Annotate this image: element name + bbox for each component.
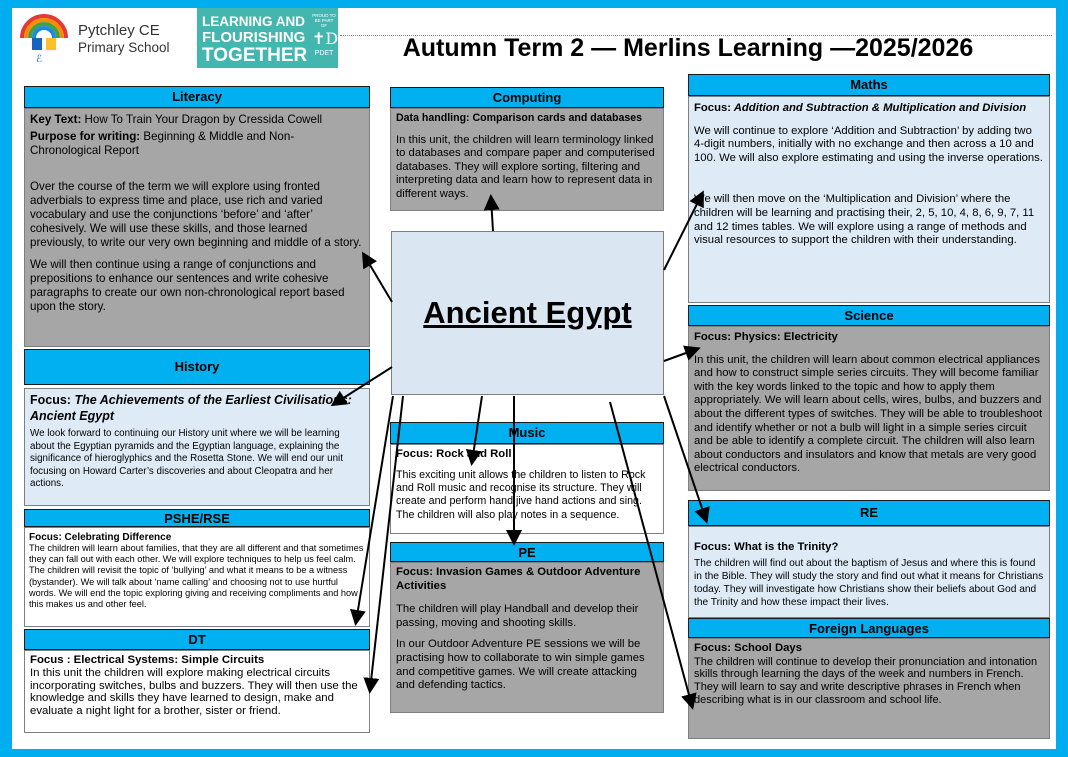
literacy-key-label: Key Text: (30, 113, 82, 126)
computing-body: In this unit, the children will learn terminology linked to databases and compare paper and computerised databases. They will explore sorting, filtering and interpreting data and learn how to represent data in different ways. (396, 133, 655, 200)
arrow-to-literacy (364, 255, 392, 302)
languages-body: The children will continue to develop their pronunciation and intonation skills through learning the days of the week and numbers in French. They will learn to say and write descriptive phrases in French when describing what is in our classroom and school life. (694, 655, 1038, 706)
dt-body: In this unit the children will explore making electrical circuits incorporating switches, bulbs and buzzers. They will then use the knowledge and skills they have learned to design, make and evaluate a night light for a brother, sister or friend. (30, 666, 358, 718)
science-focus: Focus: Physics: Electricity (694, 331, 838, 343)
music-focus: Focus: Rock and Roll (396, 448, 512, 460)
history-body: We look forward to continuing our History unit where we will be learning about the Egyptian pyramids and the Egyptian language, explaining the significance of hieroglyphics and the Rosetta Stone. We will end our unit focusing on Howard Carter’s discoveries and about Cleopatra and her actions. (30, 428, 343, 490)
pe-paragraph-2: In our Outdoor Adventure PE sessions we will be practising how to collaborate to win simple games and competitive games. We will create attacking and defending tactics. (396, 638, 645, 692)
pe-focus: Focus: Invasion Games & Outdoor Adventure Activities (396, 566, 641, 592)
maths-paragraph-2: We will then move on the ‘Multiplication and Division’ where the children will be learning and practising their, 2, 5, 10, 4, 8, 6, 9, 7, 11 and 12 times tables. We will explore using a range of methods and visual resources to support the children with their understanding. (694, 193, 1035, 247)
banner-line2: FLOURISHING (202, 29, 306, 46)
maths-focus-label: Focus: (694, 102, 732, 114)
science-body: In this unit, the children will learn about common electrical appliances and how to construct simple series circuits. They will become familiar with the key words linked to the topic and how to apply them appropriately. We will learn about cells, wires, bulbs, and buzzers and about the different types of switches. They will be able to troubleshoot and identify whether or not a bulb will light in a simple series circuit and be able to identify a complete circuit. The children will also learn about conductors and insulators and know that metals are very good electrical conductors. (694, 353, 1043, 475)
languages-focus: Focus: School Days (694, 642, 802, 654)
history-focus-text: The Achievements of the Earliest Civilisations: Ancient Egypt (30, 393, 352, 423)
banner-line3: TOGETHER (202, 45, 308, 66)
arrow-to-languages (610, 402, 692, 706)
trust-small-2: BE PART OF (314, 18, 334, 28)
arrow-to-music (472, 396, 482, 462)
history-header: History (24, 349, 370, 385)
literacy-key-text: How To Train Your Dragon by Cressida Cowell (81, 113, 323, 126)
science-header: Science (688, 305, 1050, 326)
computing-header: Computing (390, 87, 664, 108)
re-header: RE (688, 500, 1050, 526)
literacy-header: Literacy (24, 86, 370, 108)
literacy-purpose-text: Beginning & Middle and Non-Chronological Report (30, 130, 295, 157)
literacy-paragraph-1: Over the course of the term we will explore using fronted adverbials to express time and place, use rich and varied vocabulary and use the conjunctions ‘before’ and ‘after’ cohesively. We will use these skills, and those learned previously, to write our very own beginning and middle of a story. (30, 180, 362, 249)
re-body: The children will find out about the baptism of Jesus and where this is found in the Bible. They will study the story and find out what it means for Christians today. They will investigate how Christians show their beliefs about God and the Trinity and how these impact their lives. (694, 557, 1044, 609)
trust-small-1: PROUD TO (312, 13, 336, 18)
pshe-body: The children will learn about families, that they are all different and that sometimes they can fall out with each other. We will explore techniques to help us feel calm. The children will revisit the topic of ‘bullying’ and what it means to be a witness (bystander). We will talk about ‘name calling’ and choosing not to use hurtful words. We will end the topic exploring giving and receiving compliments and how this makes us and other feel. (29, 543, 364, 610)
maths-paragraph-1: We will continue to explore ‘Addition and Subtraction’ by adding two 4-digit numbers, initially with no exchange and then across a 10 and 100. We will also explore estimating and using the inverse operations. (694, 124, 1043, 164)
arrow-to-science (664, 349, 697, 361)
trust-name: PDET (314, 50, 334, 57)
history-focus-label: Focus: (30, 393, 71, 407)
svg-text:ℰ: ℰ (36, 54, 43, 65)
pshe-focus: Focus: Celebrating Difference (29, 532, 172, 543)
dt-focus: Focus : Electrical Systems: Simple Circuits (30, 654, 265, 666)
literacy-paragraph-2: We will then continue using a range of conjunctions and prepositions to enhance our sentences and write cohesive paragraphs to create our own non-chronological report based upon the story. (30, 258, 345, 313)
dt-header: DT (24, 629, 370, 650)
school-name-line2: Primary School (78, 40, 170, 55)
pshe-header: PSHE/RSE (24, 509, 370, 527)
page-title: Autumn Term 2 — Merlins Learning —2025/2026 (402, 34, 974, 62)
arrow-to-pshe (356, 396, 393, 622)
music-header: Music (390, 422, 664, 444)
school-name-line1: Pytchley CE (78, 22, 160, 39)
arrow-to-maths (664, 194, 702, 270)
literacy-purpose-label: Purpose for writing: (30, 130, 141, 143)
re-focus: Focus: What is the Trinity? (694, 541, 839, 553)
computing-focus: Data handling: Comparison cards and databases (396, 112, 643, 124)
cross-d-icon: ✝D (312, 29, 339, 48)
music-body: This exciting unit allows the children to listen to Rock and Roll music and recognise its structure. They will create and perform hand jive hand actions and sing. The children will also play notes in a sequence. (396, 468, 646, 521)
banner-line1: LEARNING AND (202, 14, 305, 29)
pe-paragraph-1: The children will play Handball and develop their passing, moving and shooting skills. (396, 603, 639, 629)
maths-header: Maths (688, 74, 1050, 96)
pe-header: PE (390, 542, 664, 562)
maths-focus-text: Addition and Subtraction & Multiplication and Division (731, 102, 1027, 114)
arrow-to-re (664, 396, 706, 520)
topic-title: Ancient Egypt (423, 295, 632, 330)
arrow-to-computing (491, 198, 493, 231)
arrow-to-history (334, 367, 392, 404)
languages-header: Foreign Languages (688, 618, 1050, 638)
